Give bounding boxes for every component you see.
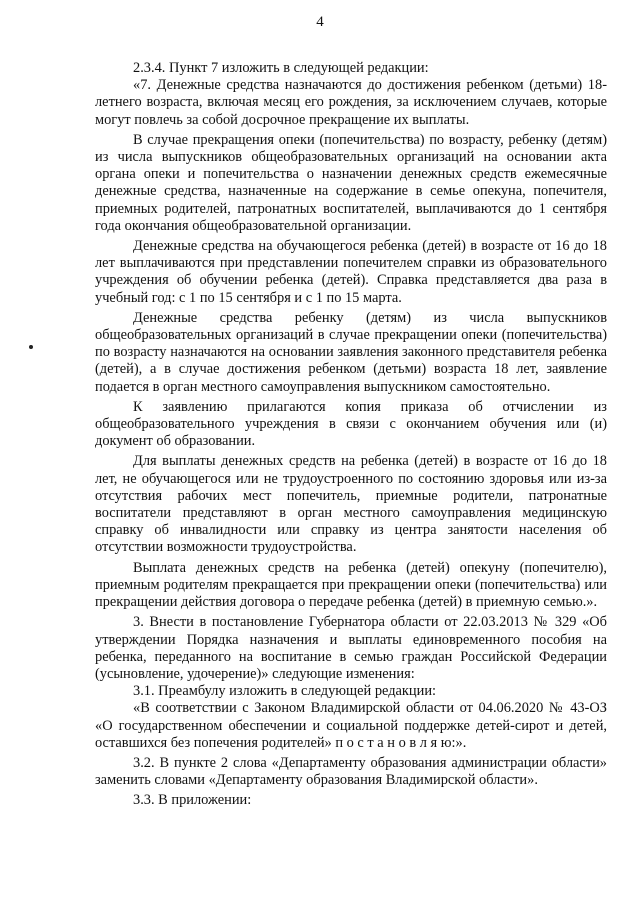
paragraph: 3.2. В пункте 2 слова «Департаменту образования администрации области» заменить словами «Департаменту образования Владимирской области». <box>95 754 607 789</box>
paragraph: Выплата денежных средств на ребенка (детей) опекуну (попечителю), приемным родителям прекращается при прекращении опеки (попечительства) или прекращении действия договора о передаче ребенка (детей) в приемную семью.». <box>95 559 607 611</box>
paragraph: Для выплаты денежных средств на ребенка (детей) в возрасте от 16 до 18 лет, не обучающегося или не трудоустроенного по состоянию здоровья или из-за отсутствия рабочих мест попечитель, приемные родители, патронатные воспитатели представляют в орган местного самоуправления медицинскую справку об инвалидности или справку из центра занятости населения об отсутствии возможности трудоустройства. <box>95 453 607 556</box>
paragraph: 3. Внести в постановление Губернатора области от 22.03.2013 № 329 «Об утверждении Порядка назначения и выплаты единовременного пособия на ребенка, переданного на воспитание в семью граждан Российской Федерации (усыновление, удочерение)» следующие изменения: <box>95 614 607 682</box>
paragraph: К заявлению прилагаются копия приказа об отчислении из общеобразовательного учреждения в связи с окончанием обучения или (и) документ об образовании. <box>95 398 607 450</box>
paragraph: 2.3.4. Пункт 7 изложить в следующей редакции: <box>133 60 429 76</box>
paragraph: «7. Денежные средства назначаются до достижения ребенком (детьми) 18-летнего возраста, включая месяц его рождения, за исключением случаев, которые могут повлечь за собой досрочное прекращение их выплаты. <box>95 77 607 128</box>
page-number: 4 <box>316 14 324 30</box>
paragraph: В случае прекращения опеки (попечительства) по возрасту, ребенку (детям) из числа выпускников общеобразовательных организаций на основании акта органа опеки и попечительства о назначении денежных средств ежемесячные денежные средства, назначенные на содержание в семье опекуна, попечителя, приемных родителей, патронатных воспитателей, выплачиваются до 1 сентября года окончания общеобразовательной организации. <box>95 131 607 234</box>
paragraph: Денежные средства ребенку (детям) из числа выпускников общеобразовательных организаций в случае прекращении опеки (попечительства) по возрасту назначаются на основании заявления законного представителя ребенка (детей), а в случае достижения ребенком (детьми) возраста 18 лет, заявление подается в орган местного самоуправления выпускником самостоятельно. <box>95 309 607 395</box>
paragraph: «В соответствии с Законом Владимирской области от 04.06.2020 № 43-ОЗ «О государственном обеспечении и социальной поддержке детей-сирот и детей, оставшихся без попечения родителей» п о с т а н о в л я ю:». <box>95 700 607 751</box>
paragraph: Денежные средства на обучающегося ребенка (детей) в возрасте от 16 до 18 лет выплачиваются при представлении попечителем справки из образовательного учреждения об обучении ребенка (детей). Справка представляется два раза в учебный год: с 1 по 15 сентября и с 1 по 15 марта. <box>95 238 607 306</box>
paragraph: 3.3. В приложении: <box>133 792 252 809</box>
margin-dot <box>29 345 33 349</box>
document-body <box>95 60 607 810</box>
paragraph: 3.1. Преамбулу изложить в следующей редакции: <box>133 683 437 700</box>
